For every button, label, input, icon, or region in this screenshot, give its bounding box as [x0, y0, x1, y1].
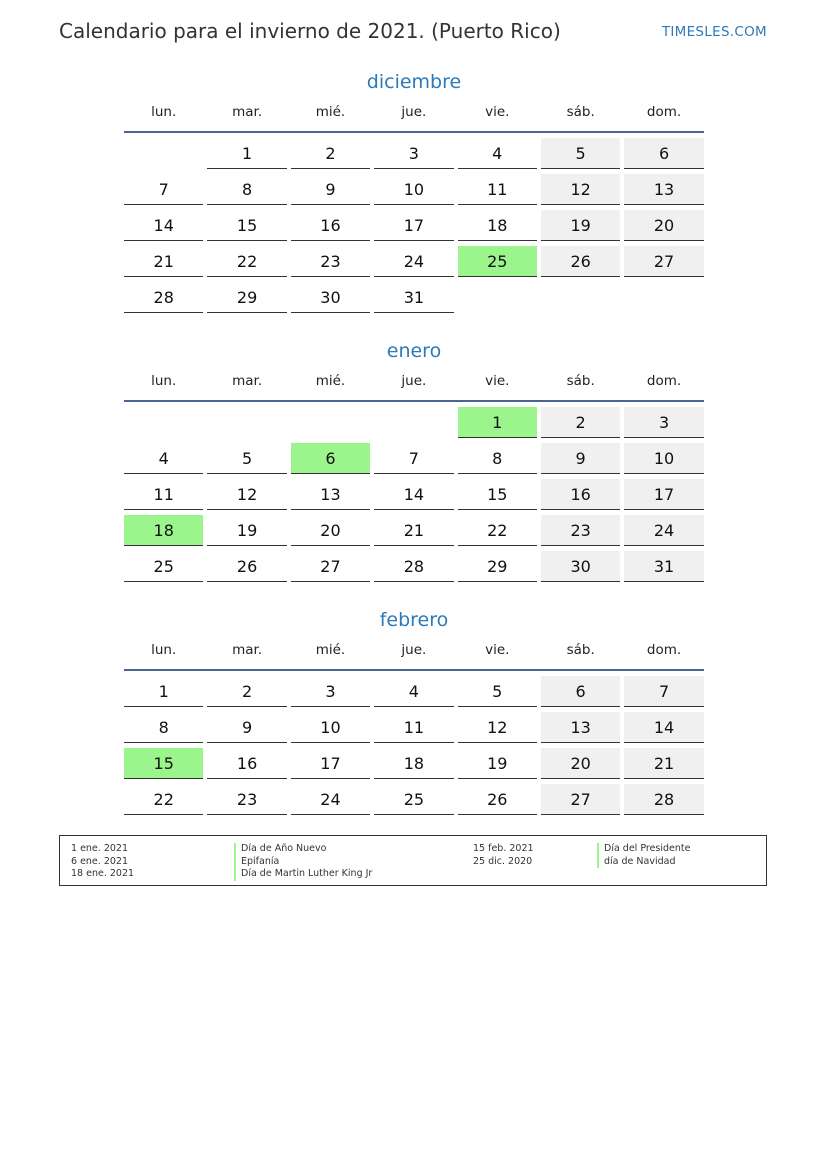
header-rule [124, 131, 704, 133]
legend-date: 6 ene. 2021 [71, 855, 128, 867]
day-cell: 24 [291, 784, 370, 815]
day-cell: 3 [624, 407, 703, 438]
day-cell: 27 [624, 246, 703, 277]
day-cell: 30 [541, 551, 620, 582]
day-cell: 14 [374, 479, 453, 510]
day-cell: 4 [124, 443, 203, 474]
day-cell: 3 [374, 138, 453, 169]
day-cell: 24 [624, 515, 703, 546]
weekday-label: dom. [646, 104, 682, 120]
day-cell: 6 [624, 138, 703, 169]
day-grid [122, 138, 706, 318]
day-cell: 25 [124, 551, 203, 582]
weekday-label: mié. [315, 373, 346, 389]
day-cell: 13 [624, 174, 703, 205]
day-cell: 4 [458, 138, 537, 169]
day-cell: 18 [374, 748, 453, 779]
day-cell: 12 [207, 479, 286, 510]
month-january [122, 336, 706, 587]
day-cell: 20 [291, 515, 370, 546]
weekday-label: vie. [485, 104, 510, 120]
month-title: diciembre [366, 71, 462, 93]
weekday-label: dom. [646, 642, 682, 658]
empty-cell [124, 407, 203, 438]
weekday-header [122, 99, 706, 125]
weekday-label: mar. [232, 104, 263, 120]
day-grid [122, 676, 706, 820]
day-cell: 23 [541, 515, 620, 546]
weekday-label: sáb. [566, 373, 595, 389]
weekday-label: jue. [401, 642, 427, 658]
day-cell: 10 [374, 174, 453, 205]
empty-cell [124, 138, 203, 169]
day-cell: 11 [124, 479, 203, 510]
legend-holiday-name: Día del Presidente [604, 843, 691, 854]
weekday-label: vie. [485, 373, 510, 389]
day-cell: 21 [374, 515, 453, 546]
empty-cell [207, 407, 286, 438]
day-cell: 28 [374, 551, 453, 582]
day-cell: 30 [291, 282, 370, 313]
legend-names-left [234, 843, 372, 881]
weekday-label: sáb. [566, 104, 595, 120]
weekday-label: lun. [151, 642, 177, 658]
day-cell: 2 [541, 407, 620, 438]
day-cell: 28 [624, 784, 703, 815]
day-cell: 16 [207, 748, 286, 779]
empty-cell [291, 407, 370, 438]
day-cell: 16 [291, 210, 370, 241]
weekday-label: lun. [151, 104, 177, 120]
weekday-header [122, 637, 706, 663]
weekday-label: dom. [646, 373, 682, 389]
day-cell: 15 [207, 210, 286, 241]
month-december [122, 67, 706, 318]
weekday-label: mar. [232, 373, 263, 389]
day-cell: 19 [458, 748, 537, 779]
day-cell: 14 [124, 210, 203, 241]
day-cell: 1 [207, 138, 286, 169]
day-cell: 1 [124, 676, 203, 707]
header-rule [124, 669, 704, 671]
site-link[interactable]: TIMESLES.COM [661, 24, 767, 40]
legend-holiday-name: Epifanía [241, 855, 280, 867]
day-cell: 9 [207, 712, 286, 743]
weekday-label: jue. [401, 104, 427, 120]
day-cell: 25 [374, 784, 453, 815]
day-cell: 31 [624, 551, 703, 582]
day-cell: 19 [207, 515, 286, 546]
day-cell: 27 [541, 784, 620, 815]
day-cell: 13 [541, 712, 620, 743]
legend-names-right [597, 843, 691, 868]
day-cell: 7 [624, 676, 703, 707]
header-rule [124, 400, 704, 402]
day-cell: 15 [124, 748, 203, 779]
day-cell: 23 [207, 784, 286, 815]
day-cell: 11 [374, 712, 453, 743]
day-cell: 4 [374, 676, 453, 707]
day-cell: 5 [541, 138, 620, 169]
day-cell: 21 [624, 748, 703, 779]
day-cell: 1 [458, 407, 537, 438]
day-cell: 8 [124, 712, 203, 743]
day-cell: 26 [541, 246, 620, 277]
day-cell: 26 [207, 551, 286, 582]
day-cell: 20 [541, 748, 620, 779]
legend-dates-left [71, 843, 134, 881]
legend-date: 18 ene. 2021 [71, 868, 135, 880]
day-cell: 24 [374, 246, 453, 277]
day-cell: 20 [624, 210, 703, 241]
empty-cell [374, 407, 453, 438]
day-cell: 5 [207, 443, 286, 474]
day-cell: 9 [291, 174, 370, 205]
holiday-legend [59, 835, 767, 886]
legend-date: 25 dic. 2020 [473, 855, 533, 867]
day-cell: 13 [291, 479, 370, 510]
weekday-header [122, 368, 706, 394]
day-cell: 29 [458, 551, 537, 582]
day-cell: 17 [624, 479, 703, 510]
day-cell: 5 [458, 676, 537, 707]
legend-holiday-name: Día de Año Nuevo [241, 843, 327, 854]
weekday-label: mar. [232, 642, 263, 658]
day-cell: 27 [291, 551, 370, 582]
legend-dates-right [473, 843, 534, 868]
page-title: Calendario para el invierno de 2021. (Puerto Rico) [59, 19, 561, 43]
day-cell: 14 [624, 712, 703, 743]
legend-holiday-name: Día de Martin Luther King Jr [241, 868, 373, 880]
weekday-label: sáb. [566, 642, 595, 658]
day-cell: 31 [374, 282, 453, 313]
day-cell: 8 [458, 443, 537, 474]
day-cell: 18 [458, 210, 537, 241]
day-cell: 19 [541, 210, 620, 241]
day-cell: 23 [291, 246, 370, 277]
day-cell: 7 [124, 174, 203, 205]
day-cell: 17 [291, 748, 370, 779]
day-cell: 9 [541, 443, 620, 474]
legend-holiday-name: día de Navidad [604, 855, 676, 867]
day-cell: 11 [458, 174, 537, 205]
legend-date: 1 ene. 2021 [71, 843, 128, 854]
month-title: enero [386, 340, 442, 362]
day-cell: 2 [207, 676, 286, 707]
day-cell: 29 [207, 282, 286, 313]
day-cell: 8 [207, 174, 286, 205]
weekday-label: lun. [151, 373, 177, 389]
weekday-label: mié. [315, 104, 346, 120]
day-cell: 6 [291, 443, 370, 474]
month-title: febrero [379, 609, 449, 631]
day-cell: 25 [458, 246, 537, 277]
weekday-label: vie. [485, 642, 510, 658]
weekday-label: jue. [401, 373, 427, 389]
day-cell: 22 [207, 246, 286, 277]
weekday-label: mié. [315, 642, 346, 658]
day-cell: 21 [124, 246, 203, 277]
day-cell: 22 [124, 784, 203, 815]
day-cell: 10 [624, 443, 703, 474]
legend-date: 15 feb. 2021 [473, 843, 534, 854]
day-grid [122, 407, 706, 587]
day-cell: 28 [124, 282, 203, 313]
day-cell: 18 [124, 515, 203, 546]
day-cell: 2 [291, 138, 370, 169]
day-cell: 3 [291, 676, 370, 707]
day-cell: 7 [374, 443, 453, 474]
day-cell: 17 [374, 210, 453, 241]
day-cell: 26 [458, 784, 537, 815]
day-cell: 15 [458, 479, 537, 510]
day-cell: 12 [541, 174, 620, 205]
day-cell: 22 [458, 515, 537, 546]
day-cell: 6 [541, 676, 620, 707]
day-cell: 12 [458, 712, 537, 743]
month-february [122, 605, 706, 820]
day-cell: 16 [541, 479, 620, 510]
day-cell: 10 [291, 712, 370, 743]
